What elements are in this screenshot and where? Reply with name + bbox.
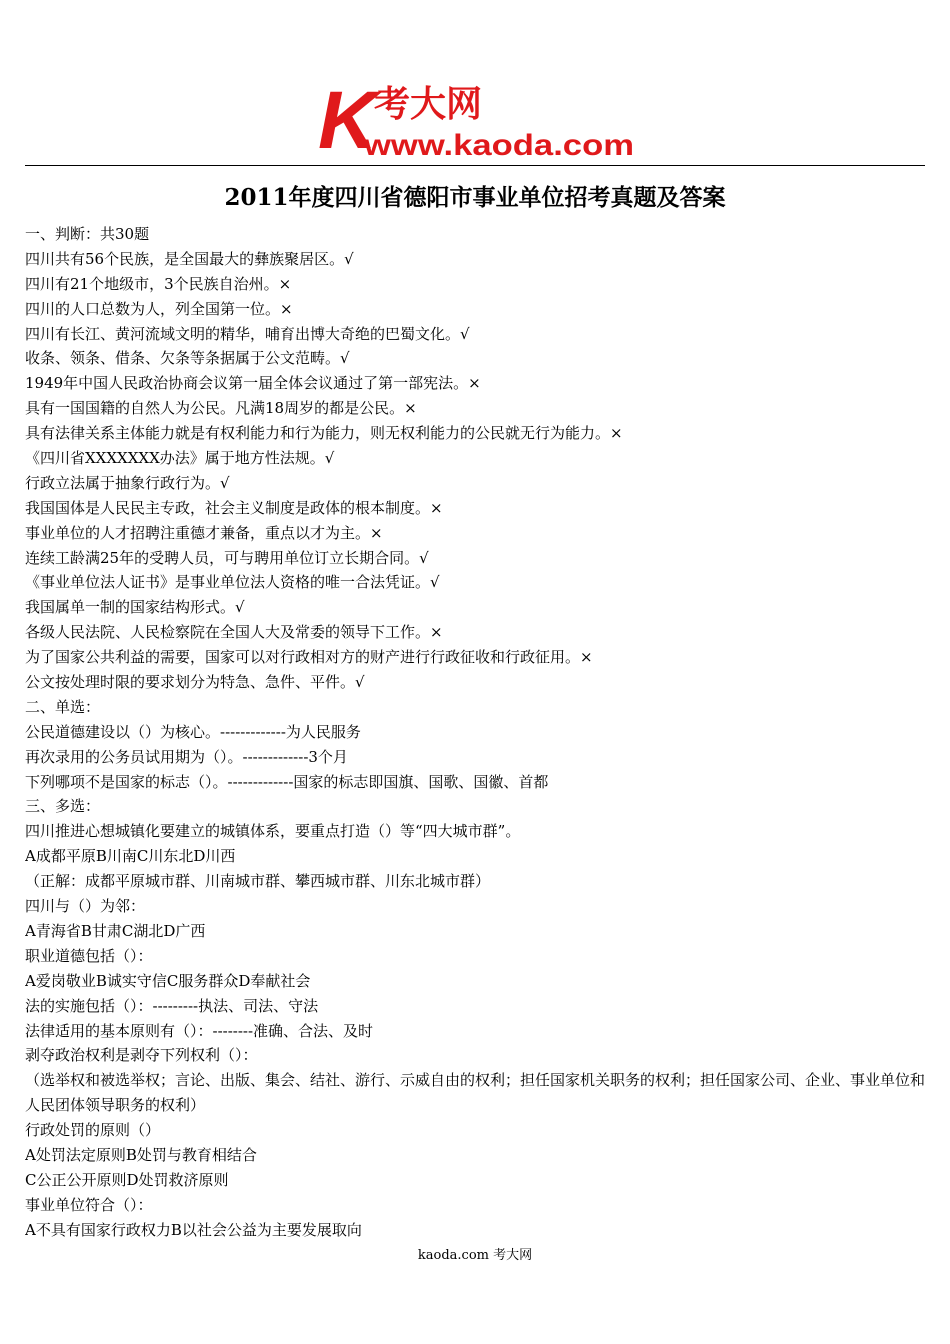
header-divider xyxy=(25,165,925,166)
text-line: 四川与（）为邻： xyxy=(25,897,146,916)
text-line: （选举权和被选举权；言论、出版、集会、结社、游行、示威自由的权利；担任国家机关职务的权利；担任国家公司、企业、事业单位和人民团体领导职务的权利） xyxy=(25,1071,926,1115)
text-line: A青海省B甘肃C湖北D广西 xyxy=(25,921,206,940)
text-line: 下列哪项不是国家的标志（）。-------------国家的标志即国旗、国歌、国徽、首都 xyxy=(25,772,549,791)
text-line: 三、多选： xyxy=(25,797,101,816)
text-line: 我国属单一制的国家结构形式。√ xyxy=(25,598,245,617)
text-line: 四川共有56个民族，是全国最大的彝族聚居区。√ xyxy=(25,249,354,268)
text-line: 事业单位符合（）： xyxy=(25,1195,153,1214)
text-line: 具有一国国籍的自然人为公民。凡满18周岁的都是公民。× xyxy=(25,399,417,418)
document-body xyxy=(25,222,927,1243)
text-line: 事业单位的人才招聘注重德才兼备，重点以才为主。× xyxy=(25,523,383,542)
text-line: A处罚法定原则B处罚与教育相结合 xyxy=(25,1145,257,1164)
text-line: 收条、领条、借条、欠条等条据属于公文范畴。√ xyxy=(25,349,350,368)
kaoda-logo-icon xyxy=(318,82,638,162)
text-line: A爱岗敬业B诚实守信C服务群众D奉献社会 xyxy=(25,971,311,990)
text-line: 我国国体是人民民主专政，社会主义制度是政体的根本制度。× xyxy=(25,498,443,517)
text-line: 行政立法属于抽象行政行为。√ xyxy=(25,473,230,492)
text-line: 具有法律关系主体能力就是有权利能力和行为能力，则无权利能力的公民就无行为能力。× xyxy=(25,424,623,443)
logo-url: www.kaoda.com xyxy=(362,129,634,162)
text-line: 再次录用的公务员试用期为（）。-------------3个月 xyxy=(25,747,348,766)
logo-name: 考大网 xyxy=(374,84,483,125)
text-line: 四川有21个地级市，3个民族自治州。× xyxy=(25,274,292,293)
text-line: A不具有国家行政权力B以社会公益为主要发展取向 xyxy=(25,1220,362,1239)
page-title: 2011年度四川省德阳市事业单位招考真题及答案 xyxy=(224,184,726,211)
text-line: 二、单选： xyxy=(25,697,101,716)
text-line: 连续工龄满25年的受聘人员，可与聘用单位订立长期合同。√ xyxy=(25,548,429,567)
text-line: 各级人民法院、人民检察院在全国人大及常委的领导下工作。× xyxy=(25,623,443,642)
text-line: 《四川省XXXXXXX办法》属于地方性法规。√ xyxy=(25,449,335,468)
text-line: 公文按处理时限的要求划分为特急、急件、平件。√ xyxy=(25,673,365,692)
header-logo xyxy=(318,82,638,162)
text-line: 为了国家公共利益的需要，国家可以对行政相对方的财产进行行政征收和行政征用。× xyxy=(25,648,593,667)
page-footer: kaoda.com 考大网 xyxy=(417,1248,533,1263)
text-line: 一、判断：共30题 xyxy=(25,225,150,243)
logo-k-letter: K xyxy=(318,82,378,162)
text-line: 四川有长江、黄河流域文明的精华，哺育出博大奇绝的巴蜀文化。√ xyxy=(25,324,470,343)
text-line: C公正公开原则D处罚救济原则 xyxy=(25,1170,229,1189)
text-line: （正解：成都平原城市群、川南城市群、攀西城市群、川东北城市群） xyxy=(25,872,491,891)
text-line: 1949年中国人民政治协商会议第一届全体会议通过了第一部宪法。× xyxy=(25,374,481,393)
text-line: 《事业单位法人证书》是事业单位法人资格的唯一合法凭证。√ xyxy=(25,573,440,592)
text-line: 法的实施包括（）：---------执法、司法、守法 xyxy=(25,996,319,1015)
text-line: 四川推进心想城镇化要建立的城镇体系，要重点打造（）等“四大城市群”。 xyxy=(25,822,521,841)
text-line: 公民道德建设以（）为核心。-------------为人民服务 xyxy=(25,722,361,741)
text-line: 职业道德包括（）： xyxy=(25,946,153,965)
text-line: 行政处罚的原则（） xyxy=(25,1121,161,1140)
text-line: 剥夺政治权利是剥夺下列权利（）： xyxy=(25,1046,258,1065)
text-line: 四川的人口总数为人，列全国第一位。× xyxy=(25,299,293,318)
text-line: A成都平原B川南C川东北D川西 xyxy=(25,847,236,866)
text-line: 法律适用的基本原则有（）：--------准确、合法、及时 xyxy=(25,1021,374,1040)
